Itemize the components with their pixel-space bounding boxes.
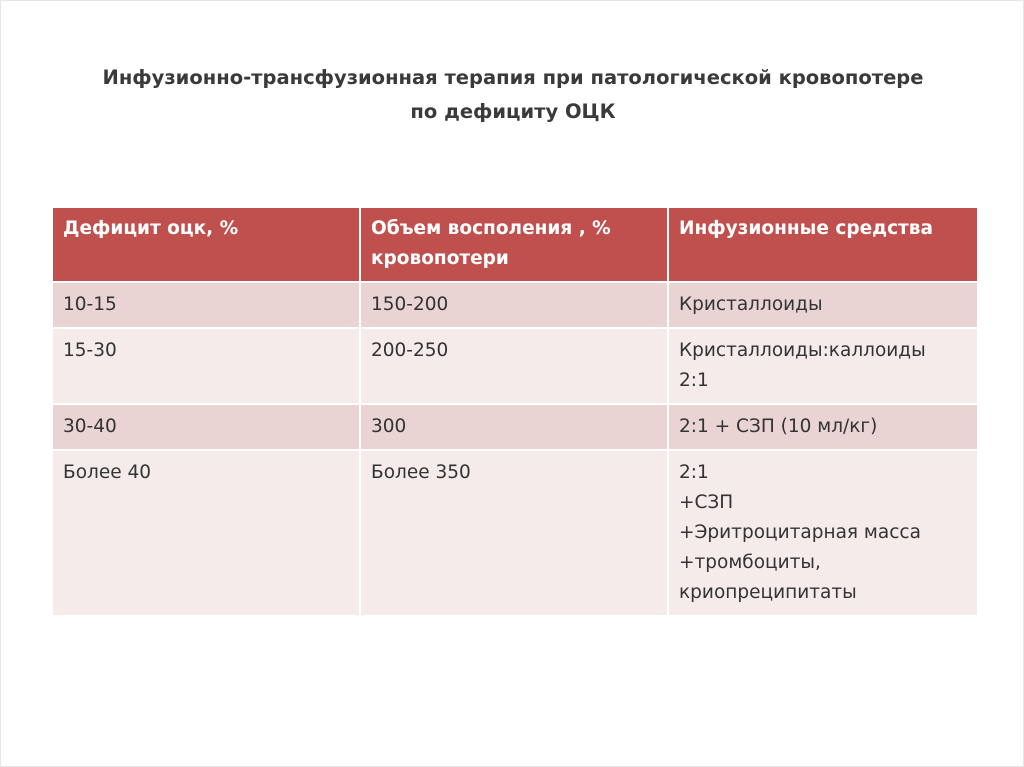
cell-volume: 300 bbox=[360, 404, 668, 450]
cell-deficit: 15-30 bbox=[52, 328, 360, 404]
agent-line: +Эритроцитарная масса bbox=[679, 522, 921, 543]
cell-deficit: Более 40 bbox=[52, 450, 360, 616]
cell-deficit: 30-40 bbox=[52, 404, 360, 450]
slide-title-line-1: Инфузионно-трансфузионная терапия при патологической кровопотере bbox=[102, 66, 924, 89]
cell-agents bbox=[668, 404, 978, 450]
agent-line: Кристаллоиды bbox=[679, 294, 823, 315]
header-deficit-text: Дефицит оцк, % bbox=[63, 218, 239, 239]
cell-volume: Более 350 bbox=[360, 450, 668, 616]
table-header-row bbox=[52, 207, 978, 282]
header-agents-text: Инфузионные средства bbox=[679, 218, 933, 239]
table-row bbox=[52, 282, 978, 328]
table-row bbox=[52, 404, 978, 450]
cell-volume: 150-200 bbox=[360, 282, 668, 328]
header-volume-text-2: кровопотери bbox=[371, 248, 509, 269]
agent-line: +тромбоциты, bbox=[679, 552, 821, 573]
cell-agents bbox=[668, 450, 978, 616]
table-row bbox=[52, 450, 978, 616]
agent-line: 2:1 bbox=[679, 370, 709, 391]
agent-line: криопреципитаты bbox=[679, 582, 857, 603]
slide-title bbox=[41, 61, 985, 129]
header-deficit bbox=[52, 207, 360, 282]
cell-agents bbox=[668, 328, 978, 404]
cell-agents bbox=[668, 282, 978, 328]
agent-line: Кристаллоиды:каллоиды bbox=[679, 340, 926, 361]
therapy-table bbox=[51, 206, 979, 617]
agent-line: 2:1 bbox=[679, 462, 709, 483]
header-volume-text-1: Объем восполения , % bbox=[371, 218, 611, 239]
table-row bbox=[52, 328, 978, 404]
header-volume bbox=[360, 207, 668, 282]
slide-title-line-2: по дефициту ОЦК bbox=[410, 100, 616, 123]
cell-volume: 200-250 bbox=[360, 328, 668, 404]
header-agents bbox=[668, 207, 978, 282]
agent-line: +СЗП bbox=[679, 492, 734, 513]
agent-line: 2:1 + СЗП (10 мл/кг) bbox=[679, 416, 878, 437]
cell-deficit: 10-15 bbox=[52, 282, 360, 328]
